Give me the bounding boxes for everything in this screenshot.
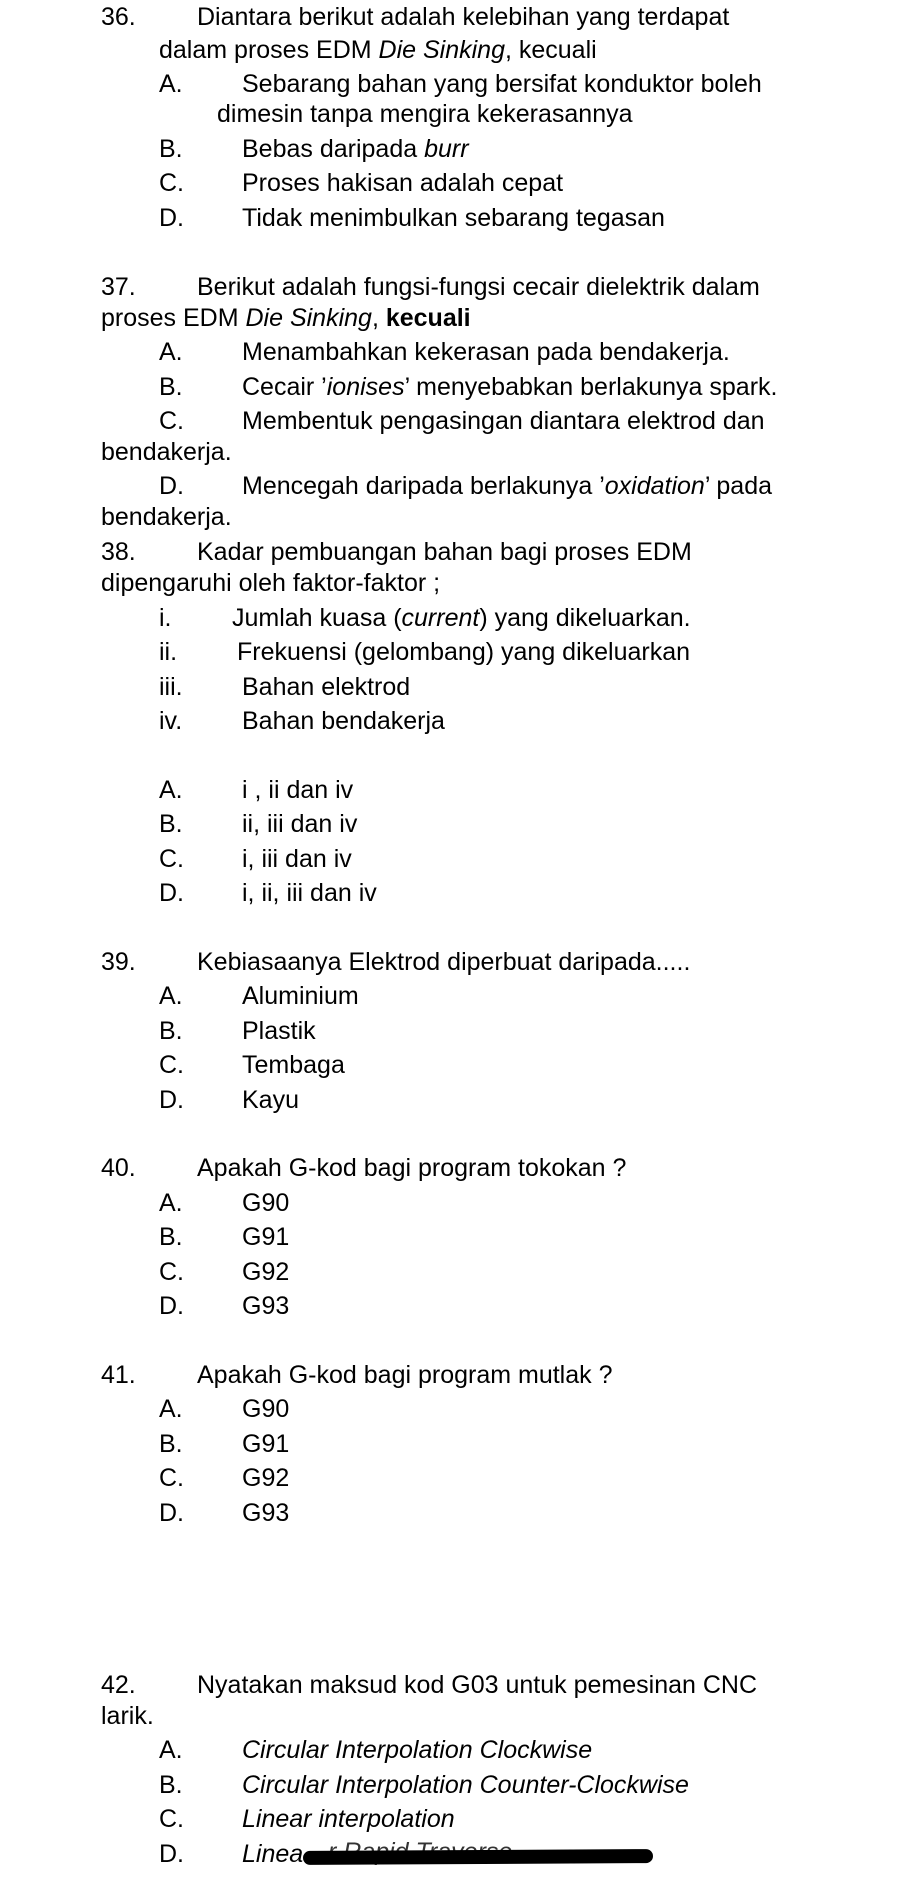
q40-option-c-letter: C. [159,1258,184,1286]
q40-option-a-letter: A. [159,1189,183,1217]
q37-option-b-text: Cecair ’ionises’ menyebabkan berlakunya spark. [242,373,778,401]
q42-option-a-text: Circular Interpolation Clockwise [242,1736,593,1764]
q41-option-d-text: G93 [242,1499,290,1527]
q36-text-line1: Diantara berikut adalah kelebihan yang terdapat [197,3,730,31]
q40-option-d-text: G93 [242,1292,290,1320]
q38-option-b-text: ii, iii dan iv [242,810,358,838]
q36-option-a-text: Sebarang bahan yang bersifat konduktor boleh [242,70,762,98]
q36-option-d-text: Tidak menimbulkan sebarang tegasan [242,204,665,232]
q41-option-b-letter: B. [159,1430,183,1458]
q39-option-d-letter: D. [159,1086,184,1114]
q38-item-ii-text: Frekuensi (gelombang) yang dikeluarkan [237,638,691,666]
q39-option-b-letter: B. [159,1017,183,1045]
q37-option-a-text: Menambahkan kekerasan pada bendakerja. [242,338,730,366]
q37-text-line2: proses EDM Die Sinking, kecuali [101,304,471,332]
q37-option-c-continuation: bendakerja. [101,438,232,466]
q38-option-a-text: i , ii dan iv [242,776,354,804]
q37-number: 37. [101,273,136,301]
q42-option-d-text: Linea [242,1840,304,1868]
q36-option-c-text: Proses hakisan adalah cepat [242,169,564,197]
q37-option-d-text: Mencegah daripada berlakunya ’oxidation’ pada [242,472,773,500]
q38-text-line2: dipengaruhi oleh faktor-faktor ; [101,569,441,597]
q39-option-c-text: Tembaga [242,1051,345,1079]
q36-option-b-text: Bebas daripada burr [242,135,469,163]
q36-number: 36. [101,3,136,31]
q39-option-a-letter: A. [159,982,183,1010]
q40-option-b-text: G91 [242,1223,290,1251]
q42-option-b-letter: B. [159,1771,183,1799]
q40-option-c-text: G92 [242,1258,290,1286]
q40-option-a-text: G90 [242,1189,290,1217]
q37-option-a-letter: A. [159,338,183,366]
q38-item-ii-numeral: ii. [159,638,178,666]
q41-number: 41. [101,1361,136,1389]
q37-text-line1: Berikut adalah fungsi-fungsi cecair dielektrik dalam [197,273,760,301]
q40-option-b-letter: B. [159,1223,183,1251]
q41-option-b-text: G91 [242,1430,290,1458]
q37-option-b-letter: B. [159,373,183,401]
q39-option-d-text: Kayu [242,1086,299,1114]
q41-option-a-text: G90 [242,1395,290,1423]
q36-option-a-letter: A. [159,70,183,98]
q42-option-a-letter: A. [159,1736,183,1764]
q36-option-a-continuation: dimesin tanpa mengira kekerasannya [217,100,633,128]
q41-option-d-letter: D. [159,1499,184,1527]
q38-item-iv-numeral: iv. [159,707,183,735]
q39-option-b-text: Plastik [242,1017,316,1045]
q36-option-b-letter: B. [159,135,183,163]
q42-option-c-letter: C. [159,1805,184,1833]
q37-option-c-text: Membentuk pengasingan diantara elektrod dan [242,407,765,435]
q39-option-c-letter: C. [159,1051,184,1079]
q39-option-a-text: Aluminium [242,982,359,1010]
q38-item-i-text: Jumlah kuasa (current) yang dikeluarkan. [232,604,691,632]
q41-option-c-text: G92 [242,1464,290,1492]
q42-text-line2: larik. [101,1702,154,1730]
q37-option-c-letter: C. [159,407,184,435]
q38-option-c-letter: C. [159,845,184,873]
q38-item-i-numeral: i. [159,604,172,632]
q38-item-iv-text: Bahan bendakerja [242,707,445,735]
q38-option-b-letter: B. [159,810,183,838]
q38-item-iii-numeral: iii. [159,673,183,701]
q38-option-d-letter: D. [159,879,184,907]
q40-number: 40. [101,1154,136,1182]
q36-option-d-letter: D. [159,204,184,232]
q42-option-c-text: Linear interpolation [242,1805,455,1833]
q41-text-line1: Apakah G-kod bagi program mutlak ? [197,1361,613,1389]
q38-option-d-text: i, ii, iii dan iv [242,879,377,907]
q39-text-line1: Kebiasaanya Elektrod diperbuat daripada..... [197,948,691,976]
q40-option-d-letter: D. [159,1292,184,1320]
q42-number: 42. [101,1671,136,1699]
q37-option-d-continuation: bendakerja. [101,503,232,531]
q41-option-c-letter: C. [159,1464,184,1492]
q39-number: 39. [101,948,136,976]
q42-option-d-letter: D. [159,1840,184,1868]
redaction-scribble [303,1849,653,1865]
q42-option-b-text: Circular Interpolation Counter-Clockwise [242,1771,689,1799]
q38-text-line1: Kadar pembuangan bahan bagi proses EDM [197,538,692,566]
q40-text-line1: Apakah G-kod bagi program tokokan ? [197,1154,627,1182]
q41-option-a-letter: A. [159,1395,183,1423]
q42-text-line1: Nyatakan maksud kod G03 untuk pemesinan CNC [197,1671,758,1699]
q38-option-c-text: i, iii dan iv [242,845,352,873]
q38-number: 38. [101,538,136,566]
q37-option-d-letter: D. [159,472,184,500]
q36-text-line2: dalam proses EDM Die Sinking, kecuali [159,36,597,64]
q36-option-c-letter: C. [159,169,184,197]
q38-item-iii-text: Bahan elektrod [242,673,411,701]
q38-option-a-letter: A. [159,776,183,804]
